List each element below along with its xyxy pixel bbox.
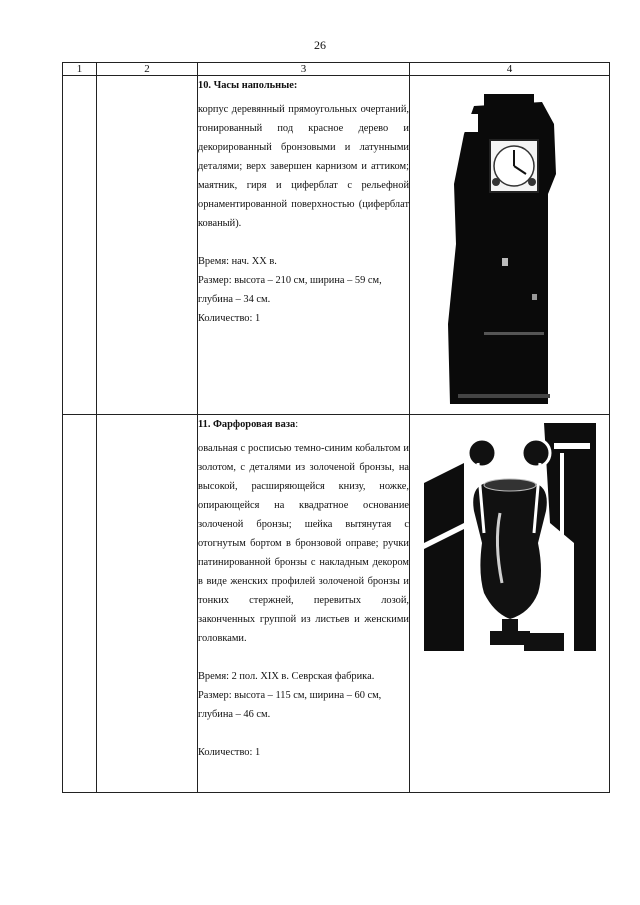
item-photo-cell [410, 76, 610, 415]
row-cell-col1 [63, 415, 97, 793]
item-description: корпус деревянный прямоугольных очертаний, тонированный под красное дерево и декорированный бронзовыми и латунными деталями; верх завершен карнизом и аттиком; маятник, гиря и циферблат с рельефной орнаментированной поверхностью (циферблат кованый). [198, 104, 409, 229]
item-title-text: 11. Фарфоровая ваза [198, 419, 296, 430]
header-col-1: 1 [63, 63, 97, 76]
item-photo-cell [410, 415, 610, 793]
header-col-3: 3 [198, 63, 410, 76]
catalog-table [62, 62, 610, 793]
porcelain-vase-photo [424, 423, 596, 651]
item-description-cell [198, 415, 410, 793]
table-row [63, 76, 610, 415]
row-cell-col2 [97, 76, 198, 415]
item-title [198, 415, 409, 434]
page-number: 26 [314, 38, 326, 52]
item-size: Размер: высота – 210 см, ширина – 59 см, глубина – 34 см. [198, 275, 382, 305]
header-col-2: 2 [97, 63, 198, 76]
item-time: Время: 2 пол. XIX в. Севрская фабрика. [198, 671, 375, 682]
item-time: Время: нач. XX в. [198, 256, 277, 267]
item-quantity: Количество: 1 [198, 313, 261, 324]
item-quantity: Количество: 1 [198, 747, 261, 758]
row-cell-col1 [63, 76, 97, 415]
item-size: Размер: высота – 115 см, ширина – 60 см, глубина – 46 см. [198, 690, 382, 720]
header-col-4: 4 [410, 63, 610, 76]
item-title: 10. Часы напольные: [198, 80, 298, 91]
item-title-suffix: : [295, 419, 299, 430]
item-description: овальная с росписью темно-синим кобальтом и золотом, с деталями из золоченой бронзы, на высокой, расширяющейся книзу, ножке, опирающейся на квадратное основание золоченой бронзы; шейка вытянутая с отогнутым бортом в бронзовой оправе; ручки патинированной бронзы с накладным декором в виде женских профилей золоченой бронзы и тонких стержней, перевитых лозой, законченных группой из листьев и женскими головками. [198, 443, 409, 644]
table-header-row [63, 63, 610, 76]
item-description-cell [198, 76, 410, 415]
grandfather-clock-photo [444, 94, 564, 404]
table-row [63, 415, 610, 793]
row-cell-col2 [97, 415, 198, 793]
